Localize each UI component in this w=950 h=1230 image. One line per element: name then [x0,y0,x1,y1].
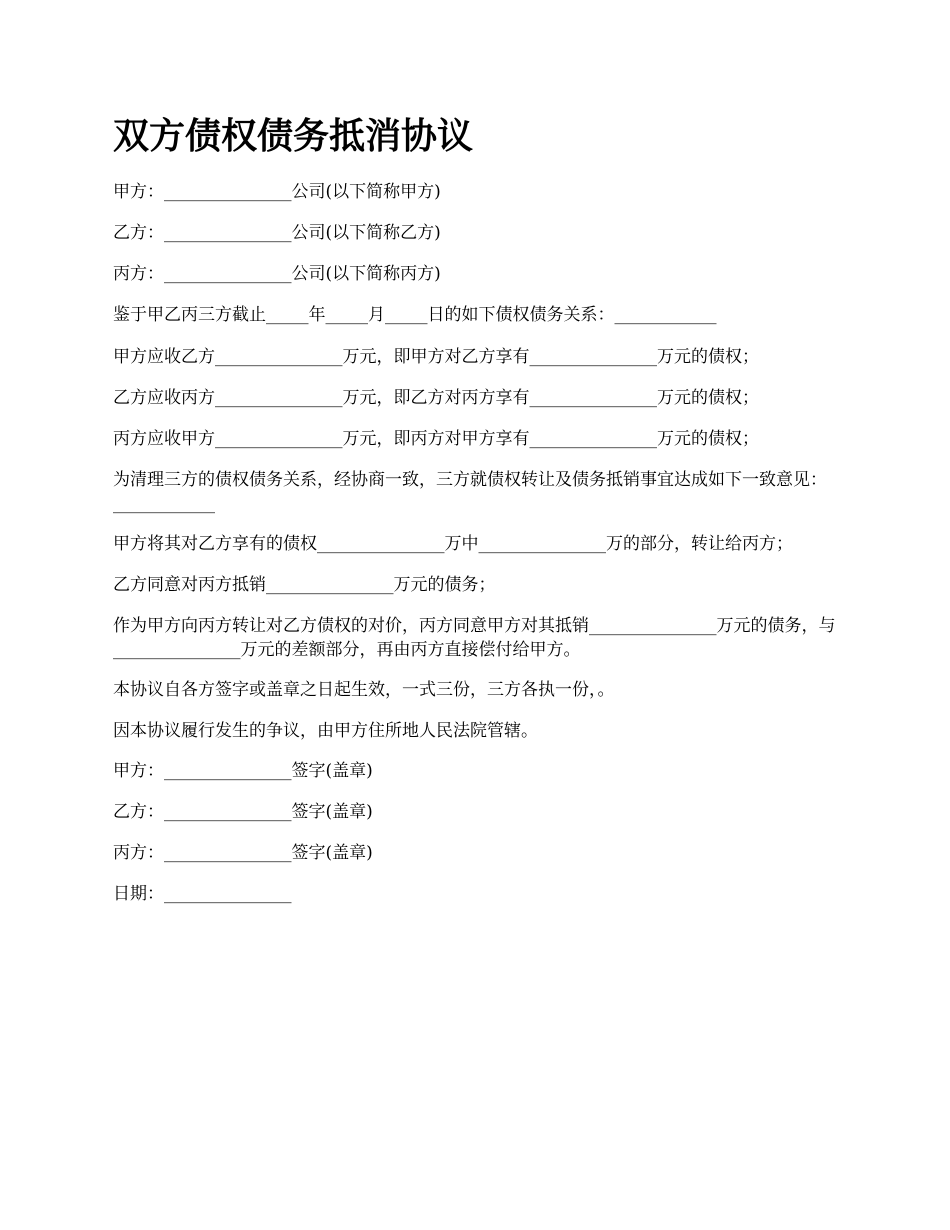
signature-party-b: 乙方：_______________签字(盖章) [113,802,373,822]
party-c-line: 丙方：_______________公司(以下简称丙方) [113,264,441,284]
signature-party-c: 丙方：_______________签字(盖章) [113,843,373,863]
clause-offset: 乙方同意对丙方抵销_______________万元的债务； [113,575,496,595]
agreement-purpose: 为清理三方的债权债务关系，经协商一致，三方就债权转让及债务抵销事宜达成如下一致意见：____________ [113,470,827,514]
signature-party-a: 甲方：_______________签字(盖章) [113,761,373,781]
document-title: 双方债权债务抵消协议 [113,115,474,157]
clause-b-receivable: 乙方应收丙方_______________万元，即乙方对丙方享有_______________万元的债权； [113,388,759,408]
party-a-line: 甲方：_______________公司(以下简称甲方) [113,182,441,202]
signature-date: 日期：_______________ [113,884,292,904]
clause-a-receivable: 甲方应收乙方_______________万元，即甲方对乙方享有_______________万元的债权； [113,347,759,367]
clause-c-receivable: 丙方应收甲方_______________万元，即丙方对甲方享有_______________万元的债权； [113,429,759,449]
recital-date-line: 鉴于甲乙丙三方截止_____年_____月_____日的如下债权债务关系：____________ [113,305,717,325]
party-b-line: 乙方：_______________公司(以下简称乙方) [113,223,441,243]
clause-jurisdiction: 因本协议履行发生的争议，由甲方住所地人民法院管辖。 [113,721,538,741]
clause-transfer: 甲方将其对乙方享有的债权_______________万中_______________万的部分，转让给丙方； [113,534,793,554]
clause-consideration: 作为甲方向丙方转让对乙方债权的对价，丙方同意甲方对其抵销_______________万元的债务，与_______________万元的差额部分，再由丙方直接偿付给甲方。 [113,616,836,660]
clause-effective: 本协议自各方签字或盖章之日起生效，一式三份，三方各执一份，。 [113,680,615,700]
